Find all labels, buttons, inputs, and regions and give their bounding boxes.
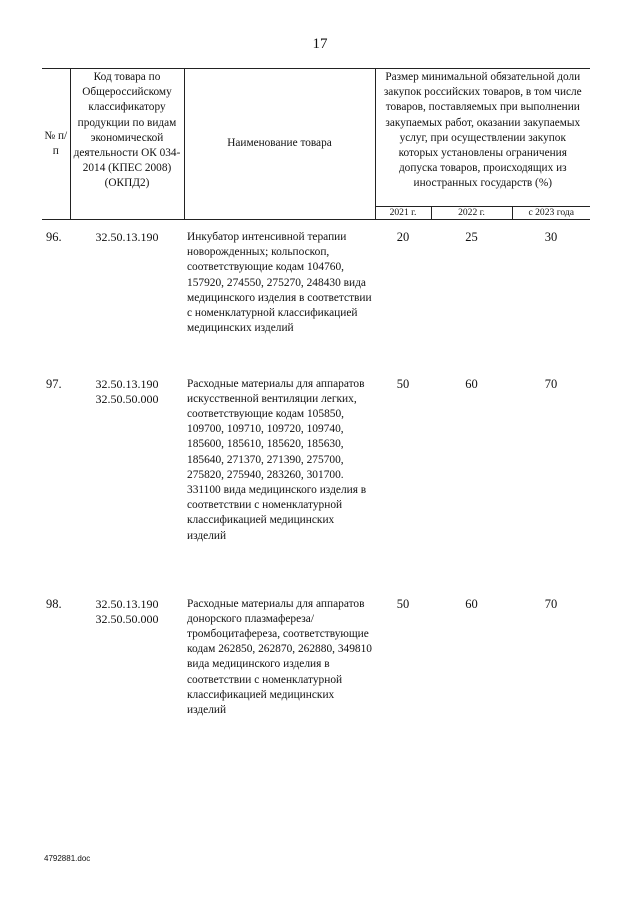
code-line: 32.50.13.190 [95,230,159,244]
code-line: 32.50.13.190 [95,596,159,611]
row-code [70,588,184,738]
row-number: 98. [46,596,62,611]
header-num: № п/п [42,69,70,220]
value-2021: 20 [396,230,410,244]
value-2022: 60 [465,376,478,391]
table-row [42,368,590,588]
header-code: Код товара по Общероссийскому классификатору продукции по видам экономической деятельности ОК 034-2014 (КПЕС 2008) (ОКПД2) [70,69,184,220]
page-number: 17 [312,36,328,52]
value-2022: 60 [465,596,478,611]
header-year-2023: с 2023 года [512,207,590,220]
value-2021: 50 [396,376,410,391]
row-name: Инкубатор интенсивной терапии новорожденных; кольпоскоп, соответствующие кодам 104760, 157920, 274550, 275270, 248430 вида медицинского изделия в соответствии с номенклатурной классификацией медицинских изделий [187,231,372,335]
document-filename: 4792881.doc [44,854,91,863]
value-2023: 70 [544,596,558,611]
code-line: 32.50.13.190 [95,376,159,391]
row-code [70,368,184,588]
header-year-2022: 2022 г. [431,207,512,220]
value-2023: 70 [544,376,558,391]
header-year-2021: 2021 г. [375,207,431,220]
row-name: Расходные материалы для аппаратов донорского плазмафереза/тромбоцитафереза, соответствующие кодам 262850, 262870, 262880, 349810 вида медицинского изделия в соответствии с номенклатурной классификацией медицинских изделий [187,597,373,716]
row-code [70,220,184,368]
value-2023: 30 [544,230,558,244]
value-2021: 50 [396,596,410,611]
row-number: 97. [46,376,62,391]
code-line: 32.50.50.000 [95,611,159,626]
row-number: 96. [46,230,62,244]
value-2022: 25 [465,230,478,244]
header-share-size: Размер минимальной обязательной доли закупок российских товаров, в том числе товаров, поставляемых при выполнении закупаемых работ, оказании закупаемых услуг, при осуществлении закупок которых установлены ограничения допуска товаров, происходящих из иностранных государств (%) [375,69,590,207]
row-name: Расходные материалы для аппаратов искусственной вентиляции легких, соответствующие кодам 105850, 109700, 109710, 109720, 109740, 185600, 185610, 185620, 185630, 185640, 271370, 271390, 275700, 275820, 275940, 283260, 301700. 331100 вида медицинского изделия в соответствии с номенклатурной классификацией медицинских изделий [187,377,367,542]
header-name: Наименование товара [184,69,375,220]
code-line: 32.50.50.000 [95,391,159,406]
goods-table [42,68,590,738]
table-row [42,220,590,368]
table-row [42,588,590,738]
